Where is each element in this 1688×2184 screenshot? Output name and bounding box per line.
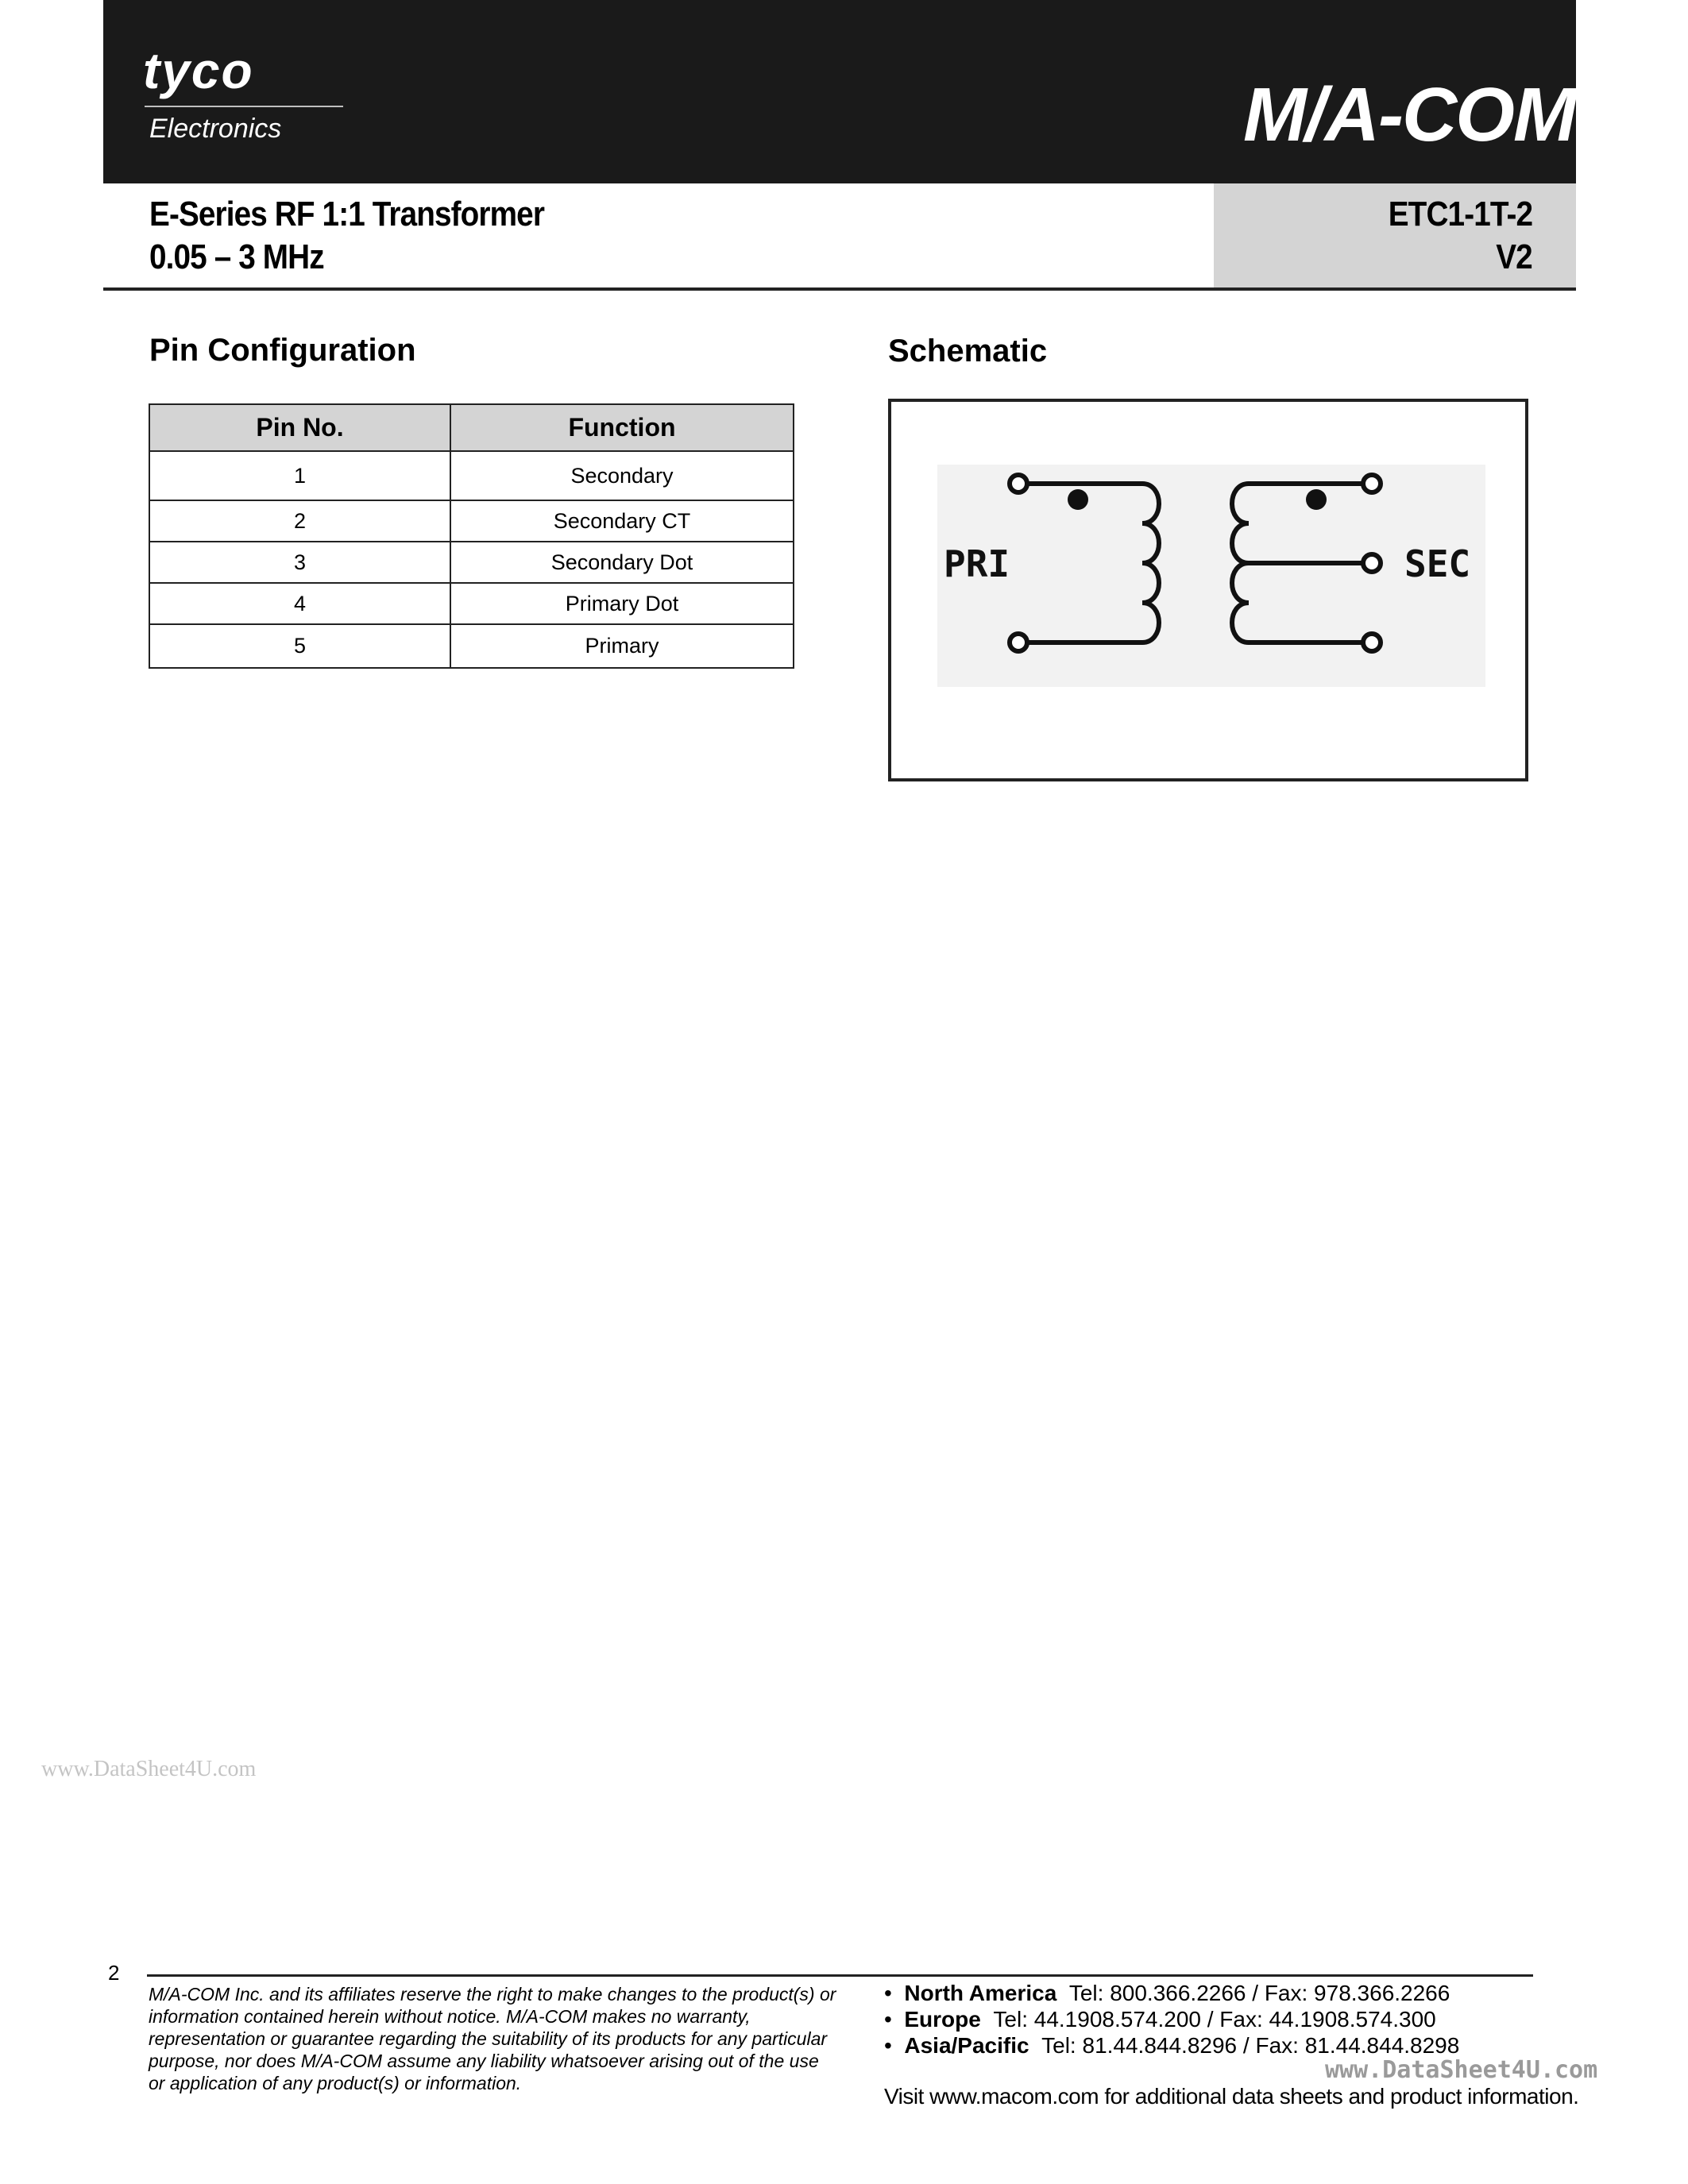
version-label: V2 [1496,237,1532,276]
contact-region: Asia/Pacific [904,2033,1029,2058]
product-title: E-Series RF 1:1 Transformer [149,195,545,233]
primary-dot-terminal [1010,475,1027,492]
contact-europe: • Europe Tel: 44.1908.574.200 / Fax: 44.1908.574.300 [884,2007,1436,2032]
column-header-pin: Pin No. [149,404,450,451]
column-header-function: Function [450,404,794,451]
part-number: ETC1-1T-2 [1388,195,1532,233]
legal-disclaimer: M/A-COM Inc. and its affiliates reserve the right to make changes to the product(s) or information contained herein without notice. M/A-COM makes no warranty, representation or guarantee regarding the suitability of its products for any particular purpose, nor does M/A-COM assume any liability whatsoever arising out of the use or application of any product(s) or information. [149,1984,836,2093]
pin-configuration-table [149,403,794,669]
primary-polarity-dot [1068,489,1088,510]
table-row [149,542,794,583]
tyco-logo-rule [145,106,343,107]
schematic-background [937,465,1485,687]
contact-details: Tel: 81.44.844.8296 / Fax: 81.44.844.8298 [1041,2033,1460,2058]
pin-number-cell: 4 [149,583,450,624]
pin-number-cell: 5 [149,624,450,668]
table-row [149,500,794,542]
pin-function-cell: Secondary [450,451,794,500]
secondary-dot-terminal [1363,475,1381,492]
watermark-right: www.DataSheet4U.com [1325,2056,1598,2084]
secondary-ct-terminal [1363,554,1381,572]
pin-number-cell: 3 [149,542,450,583]
visit-website-note: Visit www.macom.com for additional data sheets and product information. [884,2084,1579,2109]
tyco-logo-word: tyco [143,42,254,99]
tyco-logo-subtitle: Electronics [149,114,282,144]
contact-region: Europe [904,2007,981,2032]
title-divider [103,287,1576,291]
table-row [149,624,794,668]
primary-terminal [1010,634,1027,651]
contact-north-america: • North America Tel: 800.366.2266 / Fax: 978.366.2266 [884,1981,1450,2005]
transformer-schematic [937,465,1485,687]
pin-function-cell: Primary [450,624,794,668]
pin-function-cell: Secondary CT [450,500,794,542]
page-number: 2 [108,1961,120,1985]
contact-details: Tel: 44.1908.574.200 / Fax: 44.1908.574.300 [993,2007,1436,2032]
footer-divider [147,1974,1533,1977]
secondary-polarity-dot [1306,489,1327,510]
contact-region: North America [904,1981,1057,2005]
primary-label: PRI [944,542,1010,585]
contact-details: Tel: 800.366.2266 / Fax: 978.366.2266 [1068,1981,1450,2005]
pin-number-cell: 2 [149,500,450,542]
schematic-heading: Schematic [888,334,1048,369]
frequency-range: 0.05 – 3 MHz [149,237,324,276]
table-header-row [149,404,794,451]
secondary-terminal [1363,634,1381,651]
pin-function-cell: Secondary Dot [450,542,794,583]
table-row [149,451,794,500]
watermark-left: www.DataSheet4U.com [41,1757,257,1781]
pin-number-cell: 1 [149,451,450,500]
macom-logo: M/A-COM [1243,72,1575,157]
contact-asia-pacific: • Asia/Pacific Tel: 81.44.844.8296 / Fax: 81.44.844.8298 [884,2033,1460,2058]
secondary-label: SEC [1404,542,1471,585]
pin-function-cell: Primary Dot [450,583,794,624]
table-row [149,583,794,624]
pin-configuration-heading: Pin Configuration [149,333,416,368]
